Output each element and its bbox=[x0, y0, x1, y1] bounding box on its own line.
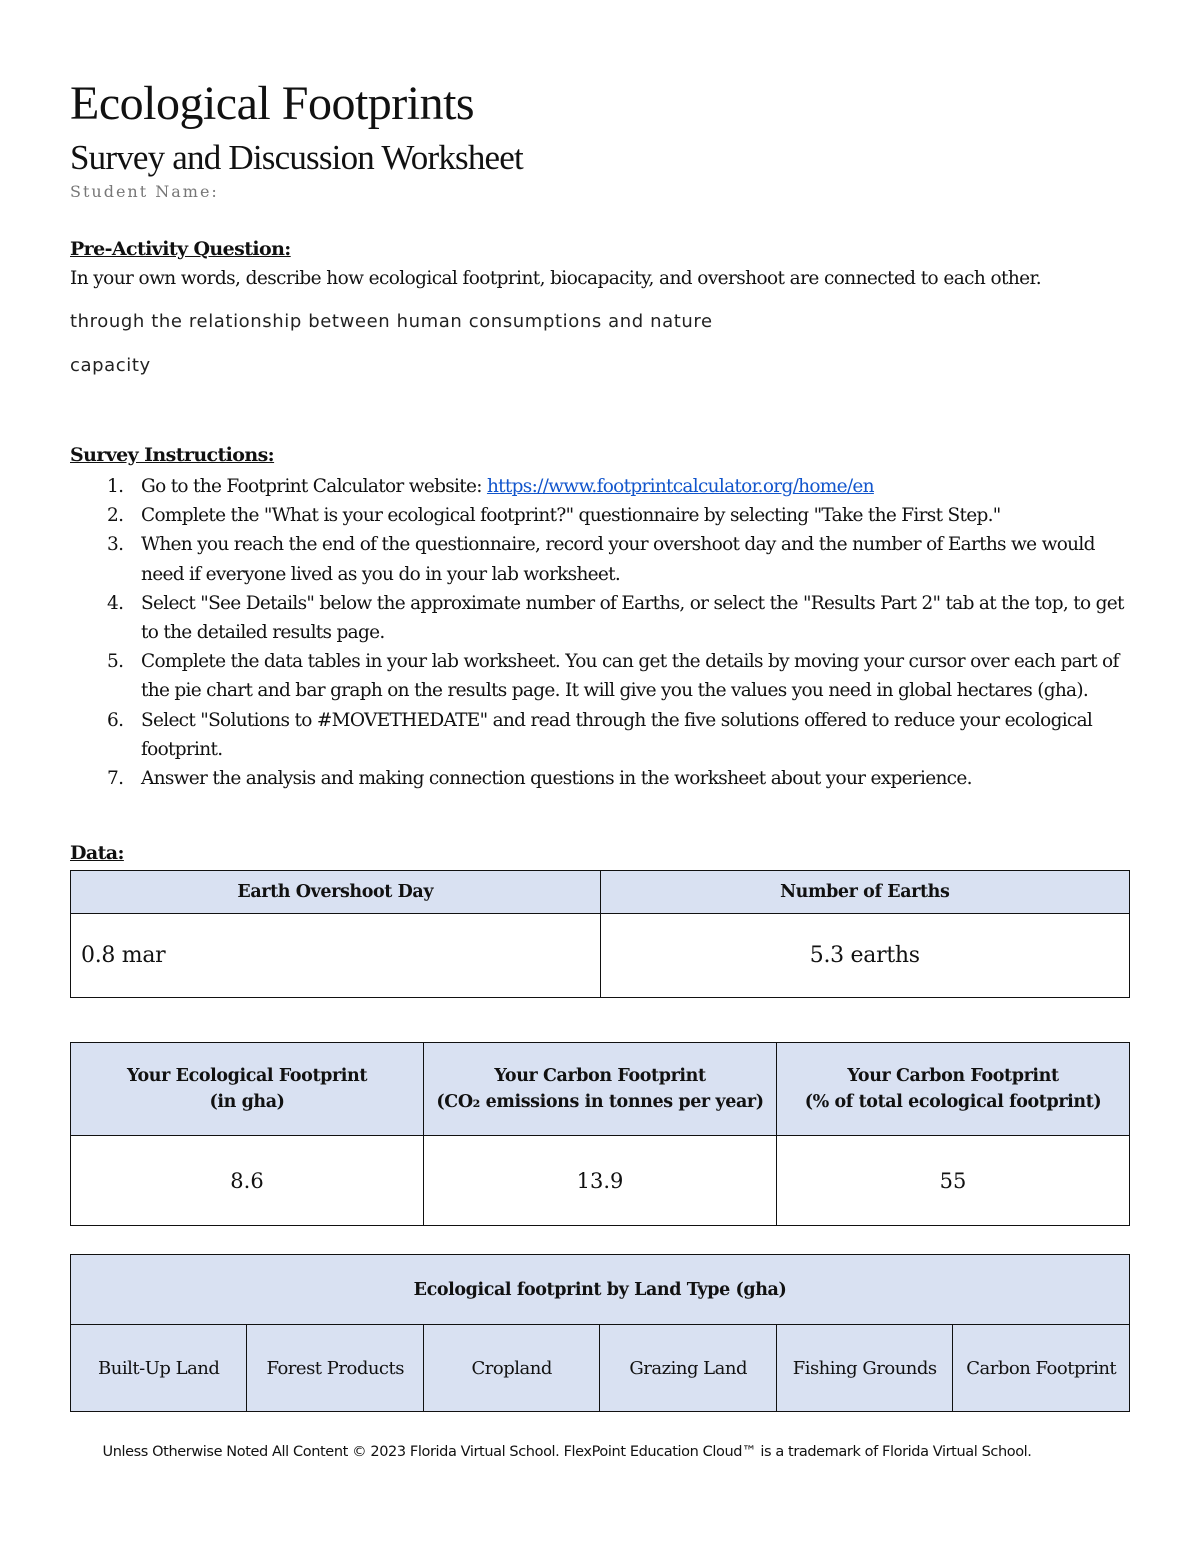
overshoot-table bbox=[70, 870, 1130, 998]
table-header: Your Carbon Footprint (CO₂ emissions in tonnes per year) bbox=[424, 1043, 777, 1136]
pre-activity-question: In your own words, describe how ecological footprint, biocapacity, and overshoot are connected to each other. bbox=[70, 268, 1042, 289]
land-type-column: Grazing Land bbox=[600, 1325, 776, 1412]
land-type-table-title: Ecological footprint by Land Type (gha) bbox=[71, 1255, 1130, 1325]
land-type-column: Carbon Footprint bbox=[953, 1325, 1130, 1412]
list-item: 4. Select "See Details" below the approximate number of Earths, or select the "Results Part 2" tab at the top, to get to the detailed results page. bbox=[107, 592, 1124, 644]
list-item: 5. Complete the data tables in your lab worksheet. You can get the details by moving your cursor over each part of the pie chart and bar graph on the results page. It will give you the values you need in global hectares (gha). bbox=[107, 651, 1119, 702]
footprint-calculator-link[interactable]: https://www.footprintcalculator.org/home/en bbox=[486, 476, 874, 497]
pre-activity-heading: Pre-Activity Question: bbox=[70, 238, 291, 260]
data-heading: Data: bbox=[70, 842, 124, 864]
list-item: 1. Go to the Footprint Calculator website: https://www.footprintcalculator.org/home/en bbox=[107, 476, 874, 497]
answer-line-2[interactable]: capacity bbox=[70, 355, 151, 376]
land-type-column: Forest Products bbox=[247, 1325, 423, 1412]
table-header: Number of Earths bbox=[600, 871, 1130, 914]
answer-line-1[interactable]: through the relationship between human consumptions and nature bbox=[70, 311, 713, 332]
survey-instructions-heading: Survey Instructions: bbox=[70, 444, 275, 466]
list-item: 6. Select "Solutions to #MOVETHEDATE" and read through the five solutions offered to reduce your ecological footprint. bbox=[107, 709, 1093, 760]
page-title: Ecological Footprints bbox=[70, 77, 475, 130]
list-item: 2. Complete the "What is your ecological footprint?" questionnaire by selecting "Take the First Step." bbox=[107, 505, 1001, 527]
table-header: Your Carbon Footprint (% of total ecological footprint) bbox=[777, 1043, 1130, 1136]
copyright-footer: Unless Otherwise Noted All Content © 2023 Florida Virtual School. FlexPoint Education Cloud™ is a trademark of Florida Virtual School. bbox=[102, 1444, 1032, 1460]
land-type-column: Cropland bbox=[423, 1325, 599, 1412]
student-name-label: Student Name: bbox=[70, 182, 219, 201]
land-type-table bbox=[70, 1254, 1130, 1412]
survey-steps-list bbox=[70, 472, 1132, 793]
overshoot-day-value[interactable]: 0.8 mar bbox=[71, 914, 601, 998]
carbon-percent-value[interactable]: 55 bbox=[777, 1136, 1130, 1226]
land-type-column: Built-Up Land bbox=[71, 1325, 247, 1412]
table-header: Your Ecological Footprint (in gha) bbox=[71, 1043, 424, 1136]
page-subtitle: Survey and Discussion Worksheet bbox=[70, 138, 523, 177]
ecological-footprint-value[interactable]: 8.6 bbox=[71, 1136, 424, 1226]
table-header: Earth Overshoot Day bbox=[71, 871, 601, 914]
carbon-emissions-value[interactable]: 13.9 bbox=[424, 1136, 777, 1226]
number-of-earths-value[interactable]: 5.3 earths bbox=[600, 914, 1130, 998]
list-item: 7. Answer the analysis and making connection questions in the worksheet about your experience. bbox=[107, 768, 972, 790]
footprint-table bbox=[70, 1042, 1130, 1226]
list-item: 3. When you reach the end of the questionnaire, record your overshoot day and the number of Earths we would need if everyone lived as you do in your lab worksheet. bbox=[107, 534, 1095, 585]
land-type-column: Fishing Grounds bbox=[776, 1325, 952, 1412]
